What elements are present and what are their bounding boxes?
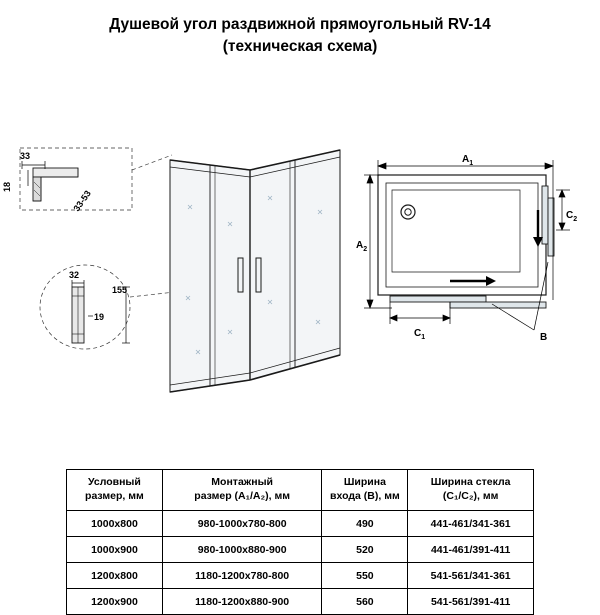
plan-dim-c1 [390,302,450,324]
plan-label-a1: $А_1$ [462,154,474,167]
plan-glass-front [390,296,546,308]
cell-mounting-size: 1180-1200х880-900 [162,589,322,615]
detail-bottom-label-155: 155 [112,285,128,295]
plan-label-c2: $С_2$ [566,210,578,223]
cell-glass-width: 541-561/391-411 [408,589,534,615]
plan-label-a2: $А_2$ [356,240,368,253]
cell-mounting-size: 980-1000х880-900 [162,537,322,563]
plan-view [356,154,577,343]
detail-top-label-33-53: 33-53 [71,188,93,214]
table-row [67,589,534,615]
table-row [67,511,534,537]
title-line-2: (техническая схема) [222,38,378,56]
detail-bottom-leader [130,292,175,297]
tray-outline [378,175,546,295]
slide-arrow-front [450,276,496,286]
detail-bottom-label-19: 19 [94,312,105,322]
title-line-1: Душевой угол раздвижной прямоугольный RV-14 [109,16,491,33]
col-header-entrance-width: Ширина входа (В), мм [322,470,408,511]
col-header-nominal-size: Условный размер, мм [67,470,163,511]
sizes-table [66,469,534,615]
cell-entrance-width: 550 [322,563,408,589]
col-header-mounting-size: Монтажный размер (А₁/А₂), мм [162,470,322,511]
cell-mounting-size: 1180-1200х780-800 [162,563,322,589]
cell-nominal-size: 1200х900 [67,589,163,615]
detail-top-profile [33,168,78,201]
detail-bottom-dim-32 [72,280,84,287]
cell-glass-width: 441-461/341-361 [408,511,534,537]
detail-bottom-profile [72,287,84,343]
tray-basin [392,190,520,272]
plan-glass-right [542,186,554,256]
plan-label-c1: $С_1$ [414,328,426,341]
slide-arrow-right [533,210,543,247]
detail-top-leader [132,155,172,170]
cell-nominal-size: 1000х800 [67,511,163,537]
table-header-row [67,470,534,511]
table-row [67,563,534,589]
cell-nominal-size: 1000х900 [67,537,163,563]
detail-bottom-label-32: 32 [69,270,80,280]
cell-entrance-width: 490 [322,511,408,537]
detail-top-label-33: 33 [20,151,31,161]
cell-mounting-size: 980-1000х780-800 [162,511,322,537]
detail-bottom-dim-155 [122,287,130,343]
drain-inner-icon [405,209,411,215]
detail-bottom-callout-circle [40,265,130,349]
cell-glass-width: 441-461/391-411 [408,537,534,563]
plan-label-b: В [540,332,548,343]
enclosure-3d-view [170,150,340,392]
drain-icon [401,205,415,219]
detail-profile-bottom [40,265,175,349]
tray-inner [386,183,538,287]
plan-dim-a1 [378,160,553,300]
cell-nominal-size: 1200х800 [67,563,163,589]
cell-entrance-width: 520 [322,537,408,563]
cell-entrance-width: 560 [322,589,408,615]
detail-top-label-18: 18 [2,181,12,192]
col-header-glass-width: Ширина стекла (С₁/С₂), мм [408,470,534,511]
cell-glass-width: 541-561/341-361 [408,563,534,589]
detail-profile-top [2,148,172,213]
table-row [67,537,534,563]
